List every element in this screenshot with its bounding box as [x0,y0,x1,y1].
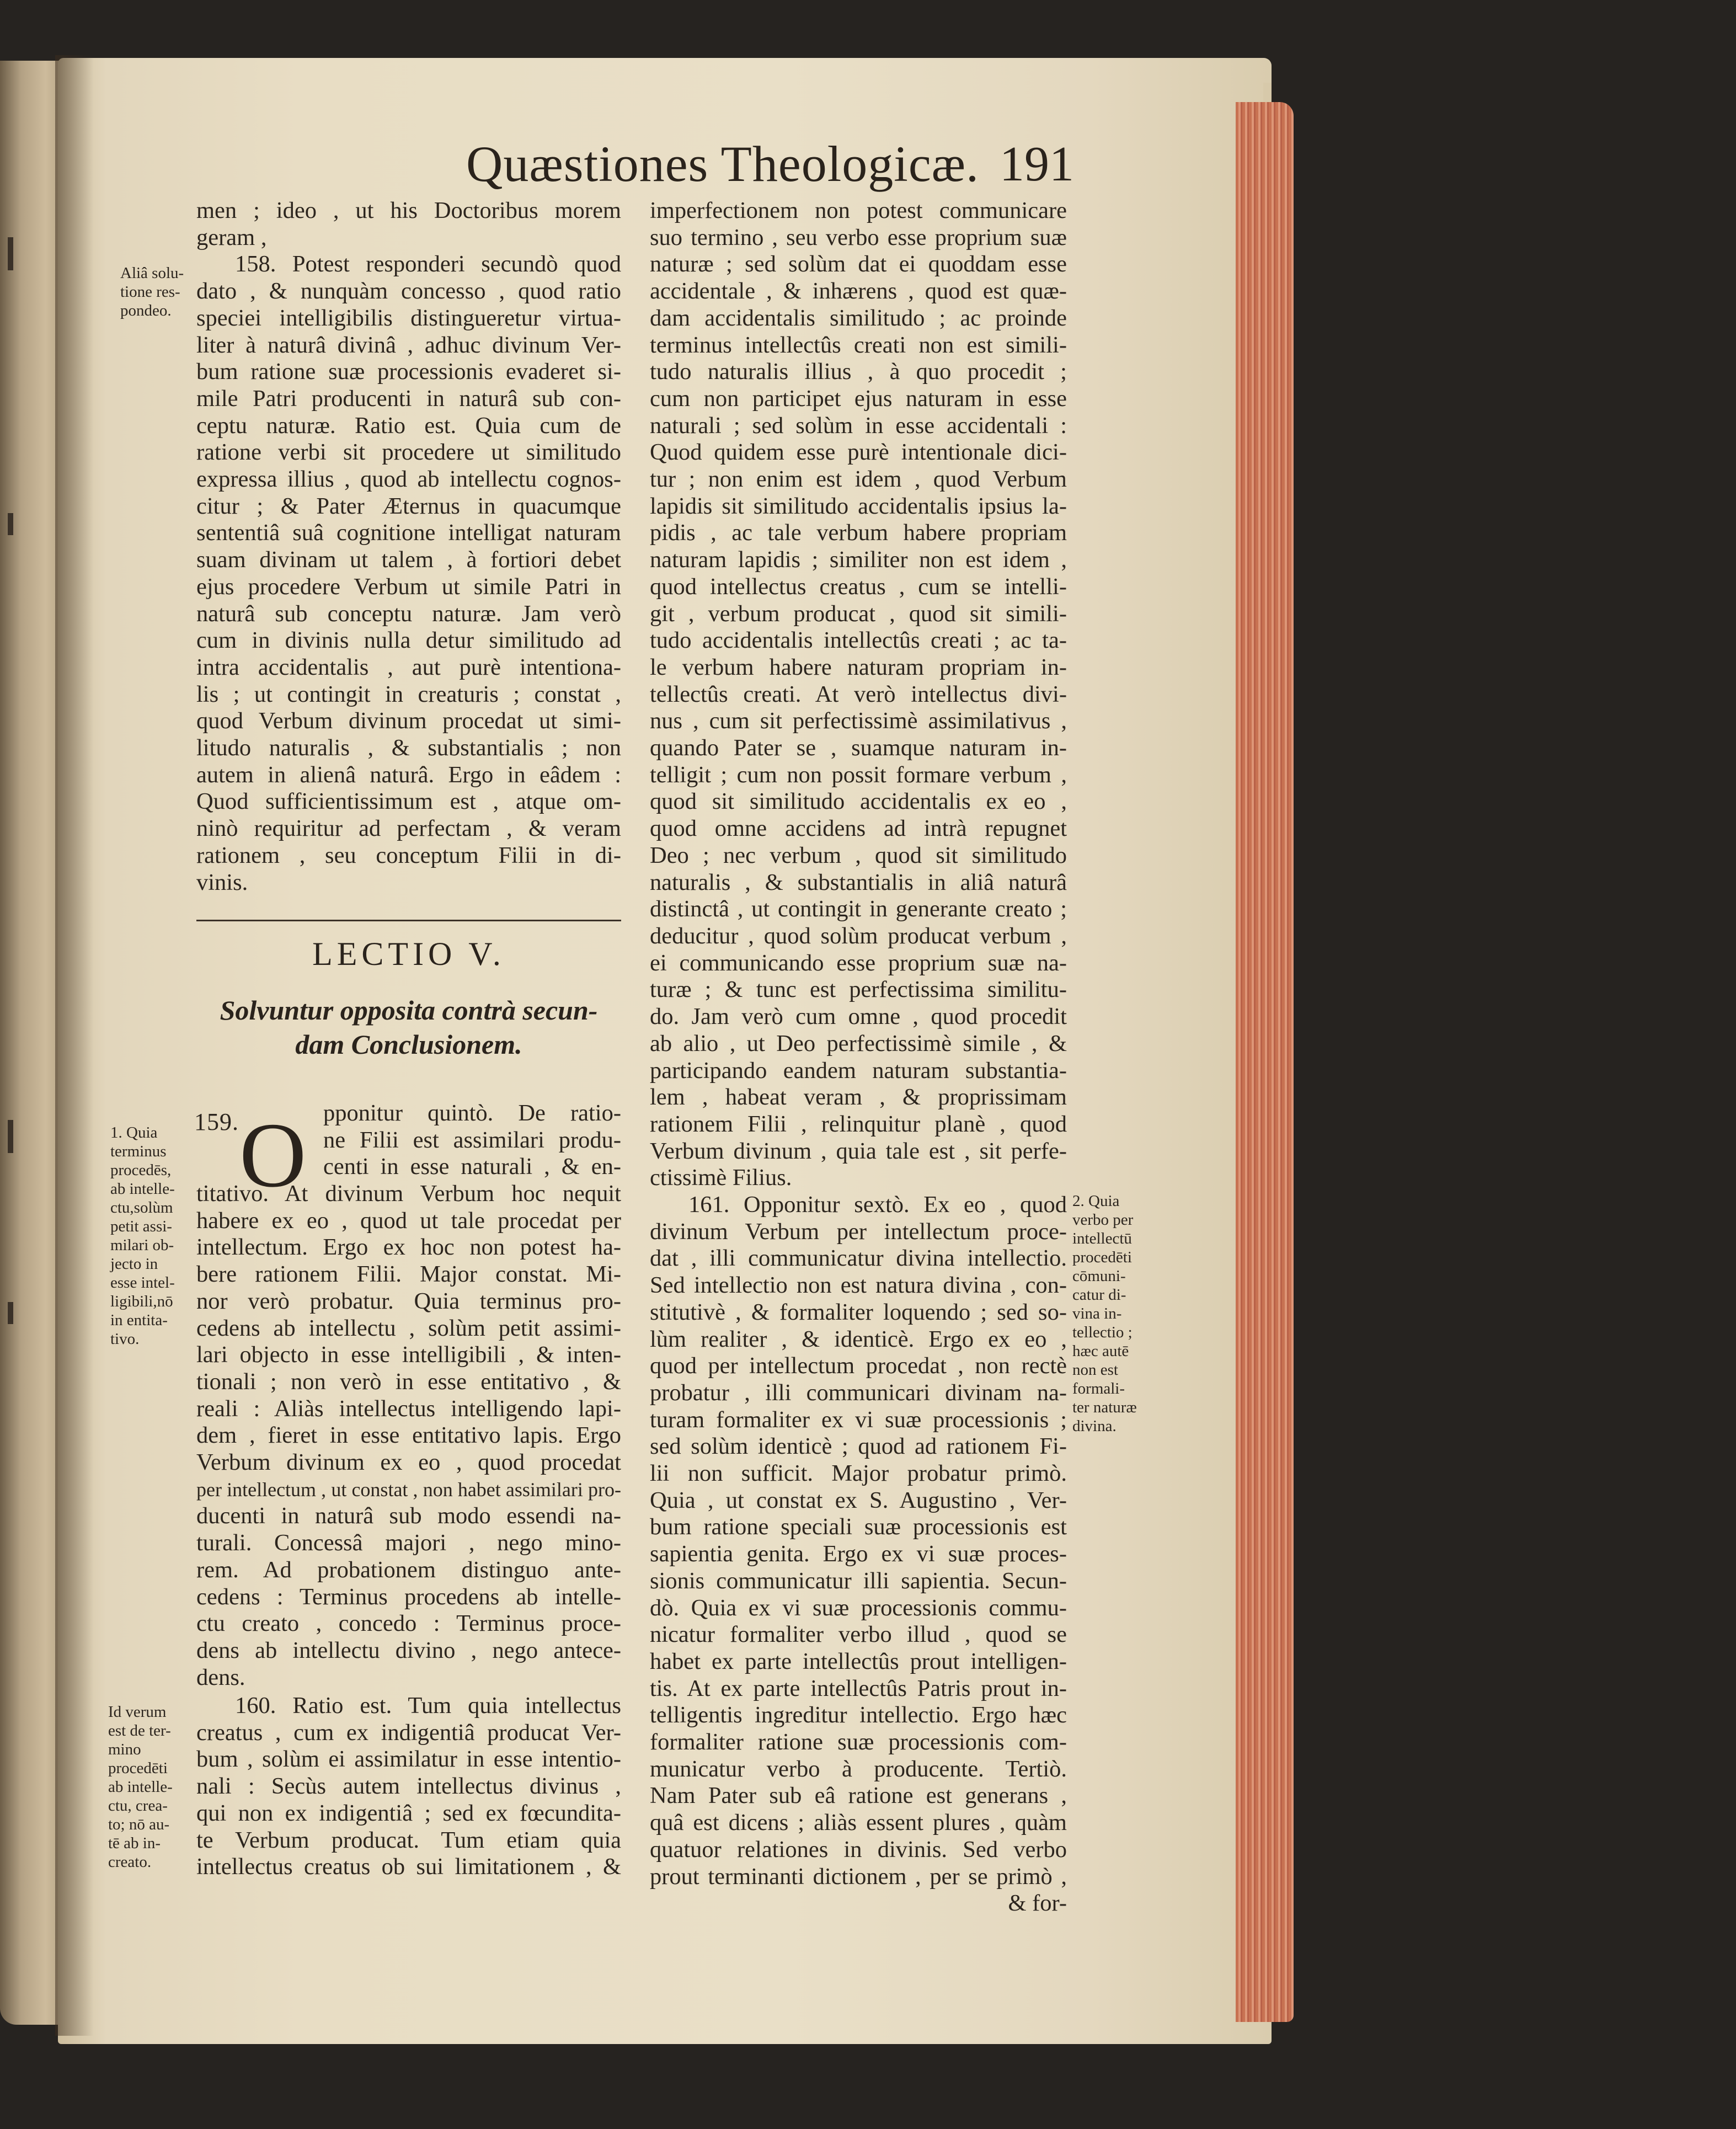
note-line: jecto in [110,1255,158,1273]
text-line: telligit ; cum non possit formare verbum , [650,761,1067,788]
text-line: lapidis sit similitudo accidentalis ipsius la- [650,493,1067,519]
text-line: mile Patri producenti in naturâ sub con- [196,385,621,412]
text-line: quâ est dicens ; aliàs essent plures , quàm [650,1810,1067,1836]
note-line: divina. [1072,1417,1117,1435]
text-line: rem. Ad probationem distinguo ante- [196,1556,621,1583]
text-line: quod omne accidens ad intrà repugnet [650,815,1067,842]
text-line: men ; ideo , ut his Doctoribus morem [196,198,621,223]
note-line: tellectio ; [1072,1324,1133,1341]
text-line: pidis , ac tale verbum habere propriam [650,520,1067,546]
text-line: Deo ; nec verbum , quod sit similitudo [650,842,1067,868]
text-line: naturalis , & substantialis in aliâ naturâ [650,869,1067,895]
note-line: tivo. [110,1330,140,1348]
text-line: rationem , seu conceptum Filii in di- [196,842,621,868]
text-line: centi in esse naturali , & en- [323,1154,621,1180]
note-line: petit assi- [110,1218,172,1235]
paragraph-number: 159. [194,1108,239,1135]
text-line: sententiâ suâ cognitione intelligat naturam [196,520,621,546]
text-line: distinctâ , ut contingit in generante creato ; [650,896,1067,922]
running-title: Quæstiones Theologicæ. [466,136,980,192]
text-line: Quod sufficientissimum est , atque om- [196,788,621,815]
text-line: intra accidentalis , aut purè intentiona- [196,654,621,680]
text-line: turam formaliter ex vi suæ processionis ; [650,1406,1067,1433]
text-line: reali : Aliàs intellectus intelligendo lapi- [196,1395,621,1422]
text-line: quod per intellectum procedat , non rectè [650,1353,1067,1379]
note-line: procedēs, [110,1161,172,1179]
paragraph-159 [196,1181,621,1691]
left-page-edge [0,61,61,2025]
text-line: prout terminanti dictionem , per se primò , [650,1863,1067,1890]
text-line: quod sit similitudo accidentalis ex eo , [650,788,1067,815]
margin-note-quia-terminus [110,1123,175,1348]
text-line: quod Verbum divinum procedat ut simi- [196,708,621,734]
section-title-line: dam Conclusionem. [295,1029,522,1060]
text-line: geram , [196,224,267,250]
text-line: pponitur quintò. De ratio- [323,1100,621,1126]
note-line: Aliâ solu- [120,264,184,282]
text-line: dò. Quia ex vi suæ processionis commu- [650,1594,1067,1621]
note-line: intellectū [1072,1230,1132,1247]
text-line: expressa illius , quod ab intellectu cognos- [196,466,621,493]
note-line: to; nō au- [108,1816,170,1833]
paragraph-161 [650,1192,1067,1917]
text-line: cum non participet ejus naturam in esse [650,385,1067,412]
text-line: intellectus creatus ob sui limitationem , & [196,1854,621,1880]
text-line: Sed intellectio non est natura divina , con- [650,1272,1067,1299]
gutter-shadow [55,55,94,2036]
text-line: bum ratione suæ processionis evaderet si- [196,359,621,385]
text-line: bum , solùm ei assimilatur in esse intentio- [196,1746,621,1773]
text-line: intellectum. Ergo ex hoc non potest ha- [196,1234,621,1261]
text-line: turæ ; & tunc est perfectissima similitu- [650,977,1067,1003]
note-line: ab intelle- [108,1778,173,1796]
paragraph-158 [196,251,621,896]
right-column [650,198,1067,1917]
text-line: naturali ; sed solùm in esse accidentali : [650,412,1067,439]
margin-note-alia-solutione [120,264,184,320]
text-line: te Verbum producat. Tum etiam quia [196,1827,621,1853]
text-line: divinum Verbum per intellectum proce- [650,1218,1067,1245]
text-line: autem in alienâ naturâ. Ergo in eâdem : [196,761,621,788]
text-line: lari objecto in esse intelligibili , & inten- [196,1342,621,1368]
text-line: accidentale , & inhærens , quod est quæ- [650,278,1067,305]
text-line: cedens ab intellectu , solùm petit assimi- [196,1315,621,1341]
text-line: stitutivè , & formaliter loquendo ; sed so- [650,1299,1067,1325]
note-line: procedēti [108,1759,168,1777]
text-line: liter à naturâ divinâ , adhuc divinum Ver- [196,332,621,358]
text-line: ninò requiritur ad perfectam , & veram [196,815,621,842]
text-line: tellectûs creati. At verò intellectus divi- [650,681,1067,707]
text-line: per intellectum , ut constat , non habet assimilari pro- [196,1478,621,1501]
left-column [196,198,621,896]
text-line: git , verbum producat , quod sit simili- [650,600,1067,627]
text-line: dat , illi communicatur divina intellectio. [650,1245,1067,1272]
text-line: rationem Filii , relinquitur planè , quod [650,1111,1067,1137]
section-title [196,993,621,1061]
text-line: Nam Pater sub eâ ratione est generans , [650,1783,1067,1809]
margin-note-quia-verbo [1072,1192,1137,1436]
text-line: ctissimè Filius. [650,1165,792,1191]
text-line: qui non ex indigentiâ ; sed ex fœcundita- [196,1800,621,1826]
text-line: nali : Secùs autem intellectus divinus , [196,1773,621,1800]
text-line: lii non sufficit. Major probatur primò. [650,1460,1067,1487]
text-line: litudo naturalis , & substantialis ; non [196,735,621,761]
text-line: probatur , illi communicari divinam na- [650,1379,1067,1406]
note-line: tione res- [120,283,180,301]
text-line: nicatur formaliter verbo illud , quod se [650,1621,1067,1648]
text-line: lùm realiter , & identicè. Ergo ex eo , [650,1326,1067,1352]
text-line: suo termino , seu verbo esse proprium suæ [650,224,1067,250]
note-line: est de ter- [108,1722,171,1740]
text-line: Verbum divinum , quia tale est , sit perfe- [650,1138,1067,1164]
note-line: hæc autē [1072,1342,1129,1360]
paragraph-159-indented [323,1100,621,1181]
note-line: esse intel- [110,1274,175,1292]
text-line: terminus intellectûs creati non est simili- [650,332,1067,358]
paragraph-continuation [650,198,1067,1192]
text-line: formaliter ratione suæ processionis com- [650,1729,1067,1756]
note-line: pondeo. [120,302,172,319]
text-line: habere ex eo , quod ut tale procedat per [196,1207,621,1234]
text-line: ducenti in naturâ sub modo essendi na- [196,1503,621,1529]
text-line: quod intellectus creatus , cum se intelli- [650,573,1067,600]
text-line: suam divinam ut talem , à fortiori debet [196,547,621,573]
text-line: nor verò probatur. Quia terminus pro- [196,1288,621,1314]
note-line: non est [1072,1361,1118,1379]
text-line: sionis communicatur illi sapientia. Secun- [650,1567,1067,1594]
text-line: habet ex parte intellectûs prout intelligen- [650,1648,1067,1674]
note-line: formali- [1072,1380,1125,1397]
text-line: ab alio , ut Deo perfectissimè simile , & [650,1030,1067,1057]
text-line: citur ; & Pater Æternus in quacumque [196,493,621,519]
note-line: verbo per [1072,1211,1134,1229]
text-line: bum ratione speciali suæ processionis est [650,1514,1067,1540]
note-line: milari ob- [110,1236,174,1254]
text-line: dens ab intellectu divino , nego antece- [196,1637,621,1663]
text-line: tudo naturalis illius , à quo procedit ; [650,359,1067,385]
paragraph-continuation [196,198,621,251]
catchword: & for- [1008,1890,1067,1917]
paragraph-160 [196,1693,621,1881]
text-line: speciei intelligibilis distingueretur virtua- [196,305,621,331]
note-line: cōmuni- [1072,1267,1126,1285]
text-line: imperfectionem non potest communicare [650,198,1067,223]
section-divider [196,920,621,921]
text-line: naturam lapidis ; similiter non est idem , [650,547,1067,573]
text-line: participando eandem naturam substantia- [650,1057,1067,1084]
text-line: creatus , cum ex indigentiâ producat Ver- [196,1719,621,1746]
text-line: deducitur , quod solùm producat verbum , [650,922,1067,949]
text-line: 158. Potest responderi secundò quod [235,251,621,278]
note-line: ab intelle- [110,1180,175,1198]
text-line: 161. Opponitur sextò. Ex eo , quod [688,1192,1067,1218]
text-line: turali. Concessâ majori , nego mino- [196,1530,621,1556]
margin-note-id-verum [108,1703,173,1871]
note-line: tē ab in- [108,1834,161,1852]
text-line: tur ; non enim est idem , quod Verbum [650,466,1067,493]
note-line: creato. [108,1853,152,1871]
note-line: ctu,solùm [110,1199,173,1216]
text-line: lem , habeat veram , & proprissimam [650,1084,1067,1111]
note-line: 2. Quia [1072,1192,1120,1210]
drop-cap: O [239,1104,307,1207]
note-line: ligibili,nō [110,1293,173,1310]
note-line: 1. Quia [110,1124,158,1141]
text-line: ceptu naturæ. Ratio est. Quia cum de [196,412,621,439]
text-line: sapientia genita. Ergo ex vi suæ proces- [650,1541,1067,1567]
text-line: dato , & nunquàm concesso , quod ratio [196,278,621,305]
note-line: ter naturæ [1072,1399,1137,1416]
text-line: cum in divinis nulla detur similitudo ad [196,627,621,654]
text-line: lis ; ut contingit in creaturis ; constat , [196,681,621,707]
note-line: procedēti [1072,1248,1132,1266]
text-line: naturâ sub conceptu naturæ. Jam verò [196,600,621,627]
text-line: cedens : Terminus procedens ab intelle- [196,1583,621,1610]
text-line: vinis. [196,869,248,895]
text-line: dem , fieret in esse entitativo lapis. Ergo [196,1422,621,1449]
text-line: dam accidentalis similitudo ; ac proinde [650,305,1067,331]
text-line: do. Jam verò cum omne , quod procedit [650,1004,1067,1030]
note-line: catur di- [1072,1286,1126,1304]
text-line: telligentis ingreditur intellectio. Ergo hæc [650,1702,1067,1728]
text-line: ei communicando esse proprium suæ na- [650,949,1067,976]
text-line: bere rationem Filii. Major constat. Mi- [196,1261,621,1288]
note-line: terminus [110,1143,167,1160]
text-line: quatuor relationes in divinis. Sed verbo [650,1836,1067,1863]
text-line: ratione verbi sit procedere ut similitudo [196,439,621,466]
text-line: tionali ; non verò in esse entitativo , & [196,1368,621,1395]
text-line: Quia , ut constat ex S. Augustino , Ver- [650,1487,1067,1513]
text-line: tudo accidentalis intellectûs creati ; ac ta- [650,627,1067,654]
note-line: vina in- [1072,1305,1122,1322]
page-number: 191 [1000,137,1074,191]
note-line: ctu, crea- [108,1797,168,1815]
text-line: 160. Ratio est. Tum quia intellectus [235,1693,621,1719]
note-line: in entita- [110,1311,168,1329]
text-line: Verbum divinum ex eo , quod procedat [196,1449,621,1476]
text-line: tis. At ex parte intellectûs Patris prout in- [650,1675,1067,1701]
text-line: dens. [196,1664,245,1690]
note-line: mino [108,1741,141,1758]
note-line: Id verum [108,1703,167,1721]
text-line: le verbum habere naturam propriam in- [650,654,1067,680]
text-line: naturæ ; sed solùm dat ei quoddam esse [650,251,1067,278]
text-line: ne Filii est assimilari produ- [323,1127,621,1153]
text-line: municatur verbo à producente. Tertiò. [650,1756,1067,1782]
text-line: titativo. At divinum Verbum hoc nequit [196,1181,621,1207]
lectio-heading: LECTIO V. [312,936,505,972]
text-line: ejus procedere Verbum ut simile Patri in [196,573,621,600]
text-line: nus , cum sit perfectissimè assimilativus , [650,708,1067,734]
text-line: quando Pater se , suamque naturam in- [650,735,1067,761]
page-edges [1236,102,1294,2022]
section-title-line: Solvuntur opposita contrà secun- [220,995,598,1026]
text-line: ctu creato , concedo : Terminus proce- [196,1610,621,1637]
text-line: Quod quidem esse purè intentionale dici- [650,439,1067,466]
text-line: sed solùm identicè ; quod ad rationem Fi- [650,1433,1067,1460]
